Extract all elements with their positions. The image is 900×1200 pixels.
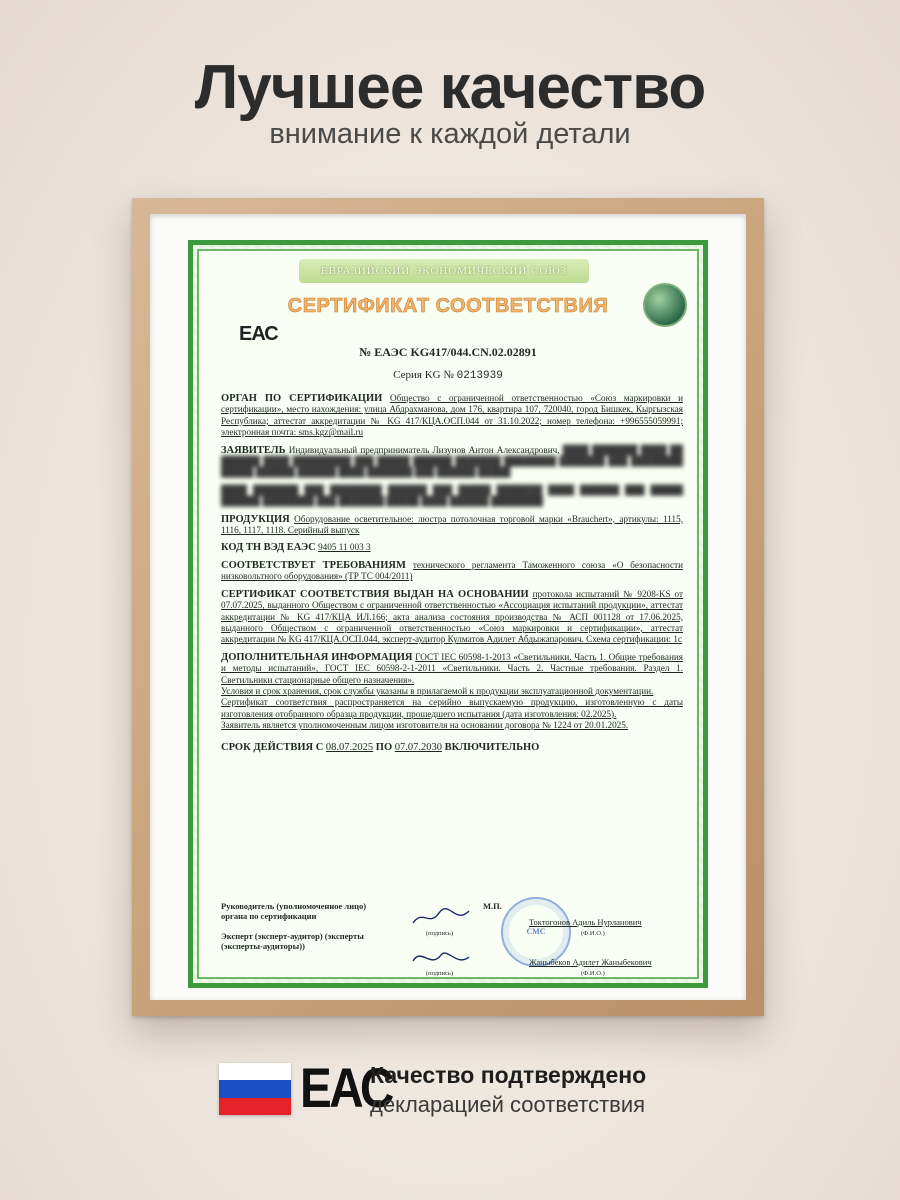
certificate-series	[199, 369, 697, 382]
subheadline: внимание к каждой детали	[269, 118, 631, 150]
additional-text: ГОСТ IEC 60598-1-2013 «Светильники. Часть 1. Общие требования и методы испытаний», ГОСТ IEC 60598-2-1-2011 «Светильники. Часть 2. Частные требования. Раздел 1. Светильники стационарные общего назначения».	[221, 651, 684, 685]
eac-mark-large: ЕАС	[300, 1056, 392, 1119]
basis-text: протокола испытаний № 9208-KS от 07.07.2025, выданного Обществом с ограниченной ответственностью «Ассоциация испытаний продукции», аттестат аккредитации № KG 417/КЦА ИЛ.166; акта анализа состояния производства № АСП 001128 от 17.06.2025, выданного Обществом с ограниченной ответственностью «Союз маркировки и сертификации», аттестат аккредитации № KG 417/КЦА.ОСП.044, эксперт-аудитор Кулматов Адилет Абдыжапарович. Схема сертификации: 1с	[221, 588, 683, 645]
head-name: Токтогонов Адиль Нурланович	[529, 917, 642, 927]
validity-suffix: ВКЛЮЧИТЕЛЬНО	[444, 741, 540, 753]
union-banner: ЕВРАЗИЙСКИЙ ЭКОНОМИЧЕСКИЙ СОЮЗ	[299, 259, 589, 283]
additional-text-3: Сертификат соответствия распространяется на серийно выпускаемую продукцию, изготовленную с даты изготовления отобранного образца продукции, прошедшего испытания (дата изготовления: 02.2025).	[221, 697, 683, 719]
product-section	[221, 514, 683, 537]
complies-text: технического регламента Таможенного союза «О безопасности низковольтного оборудования» (ТР ТС 004/2011)	[221, 559, 684, 582]
code-label: КОД ТН ВЭД ЕАЭС	[221, 542, 316, 554]
certificate	[188, 240, 708, 988]
validity-prefix: СРОК ДЕЙСТВИЯ С	[221, 741, 324, 753]
seal-stamp-icon: СМС	[501, 897, 571, 967]
fio-caption-2: (Ф.И.О.)	[581, 970, 605, 977]
headline: Лучшее качество	[194, 53, 706, 122]
validity-section	[221, 742, 683, 753]
applicant-section	[221, 445, 683, 479]
product-label: ПРОДУКЦИЯ	[221, 513, 290, 525]
expert-signature-icon	[411, 945, 471, 969]
redacted-manufacturer: ████ ███████ ███ ████████ ██████ ███ █████ ███████ ████ ██████ ███ █████ ██████ ████████ ███ ███████ █████ ████ ██████ ████████	[221, 484, 683, 507]
validity-from: 08.07.2025	[325, 741, 374, 753]
applicant-label: ЗАЯВИТЕЛЬ	[221, 444, 286, 456]
frame-mat	[150, 214, 746, 1000]
series-number: 0213939	[456, 370, 503, 382]
certificate-title: СЕРТИФИКАТ СООТВЕТСТВИЯ	[287, 295, 609, 317]
product-text: Оборудование осветительное: люстра потолочная торговой марки «Brauchert», артикулы: 1115, 1116, 1117, 1118. Серийный выпуск	[221, 513, 683, 536]
validity-mid: ПО	[375, 741, 393, 753]
flag-stripe-red	[219, 1098, 291, 1115]
additional-text-4: Заявитель является уполномоченным лицом изготовителя на основании договора № 1224 от 20.01.2025.	[221, 720, 629, 731]
picture-frame	[132, 198, 764, 1016]
organ-section	[221, 393, 683, 439]
fio-caption-1: (Ф.И.О.)	[581, 930, 605, 937]
certificate-body	[221, 393, 683, 759]
complies-label: СООТВЕТСТВУЕТ ТРЕБОВАНИЯМ	[221, 559, 406, 571]
signer-labels	[221, 901, 381, 951]
quality-confirmed-text: Качество подтверждено	[370, 1062, 647, 1088]
code-section	[221, 542, 683, 553]
applicant-text: Индивидуальный предприниматель Лизунов Антон Александрович,	[288, 444, 560, 455]
complies-section	[221, 560, 683, 583]
redacted-applicant-details: ████ ███████ ████ ██ ██████ ████ █████████ ███ █████ ██████ ███████ ████████ ███████ ███ ████████ █████ ██████ ██████ ████ ███████ ███ ██████ █████	[221, 444, 683, 478]
flag-stripe-blue	[219, 1080, 291, 1097]
signature-caption-1: (подпись)	[426, 930, 453, 937]
series-label: Серия KG №	[393, 369, 454, 381]
organ-text: Общество с ограниченной ответственностью «Союз маркировки и сертификации», место нахождения: улица Абдрахманова, дом 176, квартира 107, 720040, город Бишкек, Кыргызская Республика; аттестат аккредитации № KG 417/КЦА.ОСП.044 от 31.10.2022; номер телефона: +996555059991; электронная почта: sms.kgz@mail.ru	[221, 393, 684, 438]
organ-label: ОРГАН ПО СЕРТИФИКАЦИИ	[221, 393, 383, 404]
certificate-inner	[197, 249, 699, 979]
additional-section	[221, 652, 683, 732]
expert-label: Эксперт (эксперт-аудитор) (эксперты (эксперты-аудиторы))	[221, 931, 364, 951]
basis-section	[221, 589, 683, 646]
seal-label: М.П.	[483, 901, 502, 911]
eac-mark-small: ЕАС	[239, 323, 278, 345]
declaration-text: декларацией соответствия	[370, 1092, 646, 1117]
head-signature-icon	[411, 905, 471, 929]
validity-to: 07.07.2030	[394, 741, 443, 753]
signatures-block	[221, 901, 683, 977]
additional-text-2: Условия и срок хранения, срок службы указаны в прилагаемой к продукции эксплуатационной документации.	[221, 685, 654, 696]
flag-stripe-white	[219, 1063, 291, 1080]
russia-flag-icon	[219, 1063, 291, 1115]
certificate-number: № ЕАЭС KG417/044.CN.02.02891	[359, 345, 537, 359]
signature-caption-2: (подпись)	[426, 970, 453, 977]
expert-name: Жаныбеков Адилет Жаныбекович	[529, 957, 652, 967]
head-label: Руководитель (уполномоченное лицо) органа по сертификации	[221, 901, 367, 921]
globe-emblem-icon	[643, 283, 687, 327]
code-value: 9405 11 003 3	[318, 542, 371, 553]
basis-label: СЕРТИФИКАТ СООТВЕТСТВИЯ ВЫДАН НА ОСНОВАНИИ	[221, 588, 529, 600]
additional-label: ДОПОЛНИТЕЛЬНАЯ ИНФОРМАЦИЯ	[221, 651, 413, 663]
